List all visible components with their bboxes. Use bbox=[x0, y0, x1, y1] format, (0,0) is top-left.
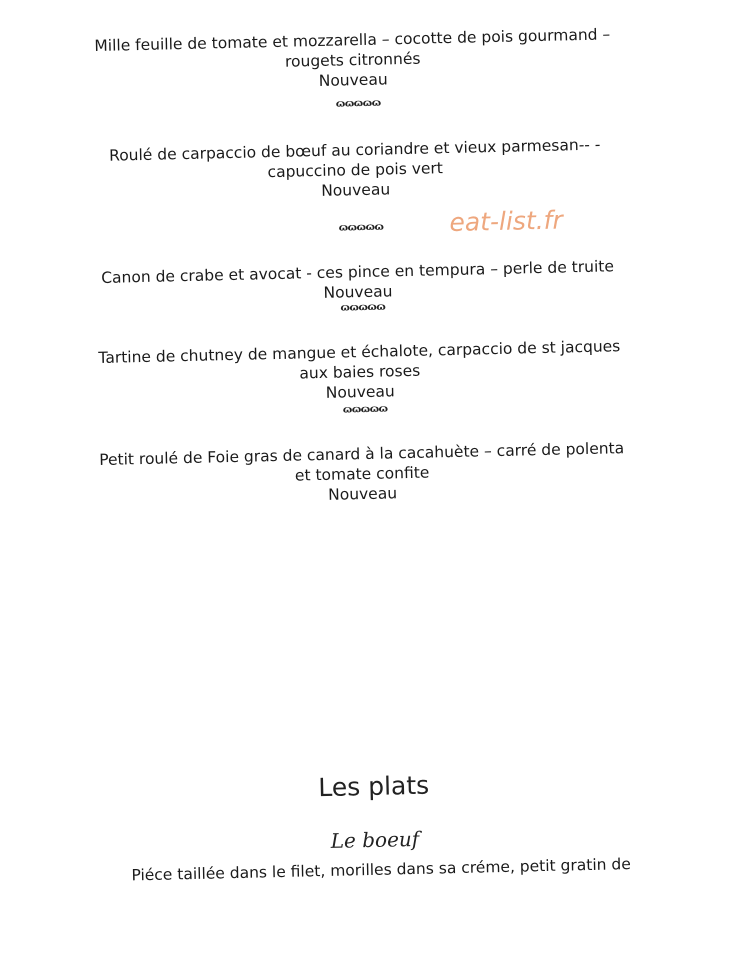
nouveau-label: Nouveau bbox=[327, 484, 398, 504]
nouveau-label: Nouveau bbox=[321, 180, 391, 200]
dish-line: Tartine de chutney de mangue et échalote, carpaccio de st jacques bbox=[98, 337, 621, 368]
nouveau-label: Nouveau bbox=[323, 282, 393, 302]
subsection-title: Le boeuf bbox=[330, 826, 420, 853]
dish-line: Canon de crabe et avocat - ces pince en tempura – perle de truite bbox=[101, 257, 615, 287]
ornament-divider: ɷɷɷɷɷ bbox=[335, 97, 381, 110]
dish-item bbox=[62, 437, 663, 511]
dish-line: Petit roulé de Foie gras de canard à la cacahuète – carré de polenta bbox=[99, 439, 625, 470]
ornament-divider: ɷɷɷɷɷ bbox=[338, 221, 384, 234]
ornament-divider: ɷɷɷɷɷ bbox=[340, 301, 386, 314]
dish-description: Piéce taillée dans le filet, morilles dans sa créme, petit gratin de bbox=[131, 855, 631, 885]
section-title: Les plats bbox=[318, 770, 430, 803]
dish-line: capuccino de pois vert bbox=[267, 159, 444, 182]
nouveau-label: Nouveau bbox=[325, 382, 395, 402]
nouveau-label: Nouveau bbox=[318, 70, 388, 90]
dish-item bbox=[55, 133, 656, 207]
ornament-divider: ɷɷɷɷɷ bbox=[342, 403, 388, 416]
dish-line: rougets citronnés bbox=[284, 49, 421, 71]
watermark-logo: eat-list.fr bbox=[449, 205, 564, 238]
dish-item bbox=[52, 23, 653, 97]
dish-line: et tomate confite bbox=[294, 463, 430, 485]
dish-line: Roulé de carpaccio de bœuf au coriandre et vieux parmesan-- - bbox=[108, 135, 601, 165]
dish-item bbox=[59, 335, 660, 409]
dish-line: aux baies roses bbox=[299, 361, 421, 383]
dish-line: Mille feuille de tomate et mozzarella – cocotte de pois gourmand – bbox=[94, 25, 611, 56]
